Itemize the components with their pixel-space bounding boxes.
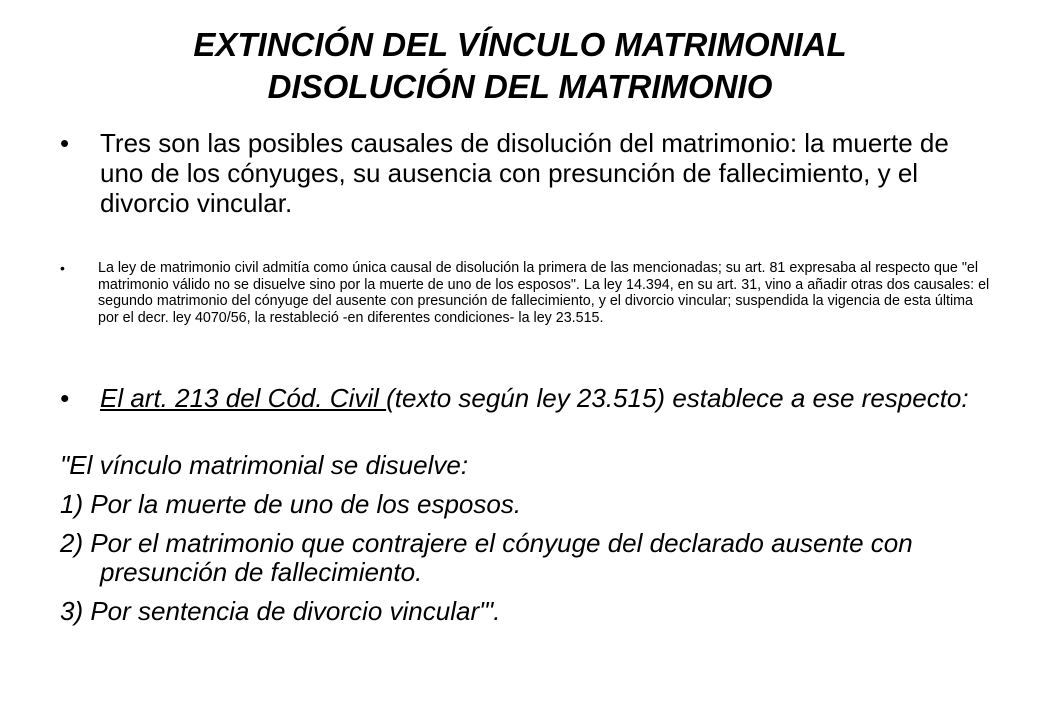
bullet-marker: • [60, 128, 70, 158]
art-213-rest: (texto según ley 23.515) establece a ese respecto: [386, 383, 969, 413]
quote-intro: "El vínculo matrimonial se disuelve: [60, 450, 469, 480]
art-213-link[interactable]: El art. 213 del Cód. Civil [100, 383, 387, 413]
title-line-1: EXTINCIÓN DEL VÍNCULO MATRIMONIAL [193, 26, 847, 63]
quote-item-3: 3) Por sentencia de divorcio vincular"'. [60, 596, 501, 626]
bullet-causales [60, 128, 990, 218]
bullet-marker: • [60, 383, 70, 413]
bullet-art-213-text [100, 384, 990, 413]
bullet-ley-matrimonio-civil [60, 260, 990, 326]
bullet-ley-matrimonio-civil-text: La ley de matrimonio civil admitía como única causal de disolución la primera de las mencionadas; su art. 81 expresaba al respecto que "el matrimonio válido no se disuelve sino por la muerte de uno de los esposos". La ley 14.394, en su art. 31, vino a añadir otras dos causales: el segundo matrimonio del cónyuge del ausente con presunción de fallecimiento, y el divorcio vincular; suspendida la vigencia de esta última por el decr. ley 4070/56, la restableció -en diferentes condiciones- la ley 23.515. [98, 260, 990, 326]
title-line-2: DISOLUCIÓN DEL MATRIMONIO [267, 68, 773, 105]
quote-item-1: 1) Por la muerte de uno de los esposos. [60, 489, 522, 519]
quote-item-2: 2) Por el matrimonio que contrajere el cónyuge del declarado ausente con presunción de fallecimiento. [60, 528, 913, 587]
bullet-marker: • [60, 260, 65, 276]
slide-title [60, 24, 980, 108]
bullet-causales-text: Tres son las posibles causales de disolución del matrimonio: la muerte de uno de los cónyuges, su ausencia con presunción de fallecimiento, y el divorcio vincular. [100, 128, 949, 218]
bullet-art-213 [60, 384, 990, 413]
